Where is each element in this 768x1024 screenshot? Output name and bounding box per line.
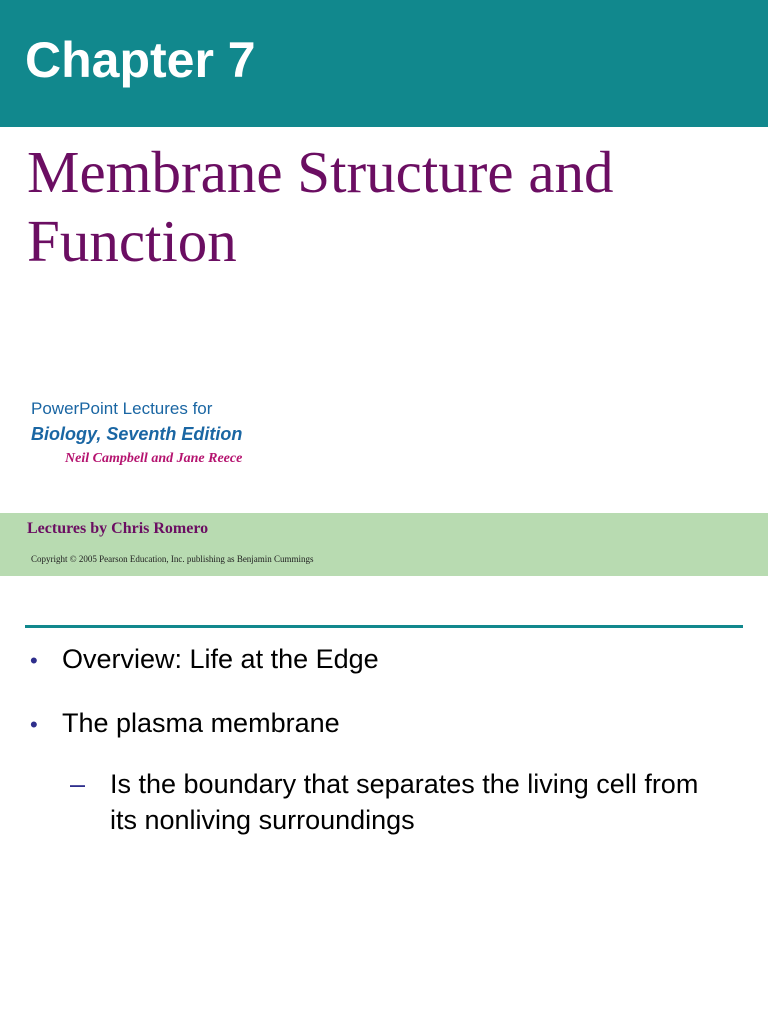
lecturer-credit: Lectures by Chris Romero bbox=[27, 520, 209, 537]
slide-divider-rule bbox=[25, 625, 743, 628]
bullet-item bbox=[30, 705, 340, 741]
sub-bullet-text: Is the boundary that separates the living cell from its nonliving surroundings bbox=[110, 769, 699, 835]
book-authors: Neil Campbell and Jane Reece bbox=[65, 451, 243, 466]
chapter-heading: Chapter 7 bbox=[25, 32, 256, 88]
sub-bullet-item bbox=[70, 766, 730, 838]
lectures-for-label: PowerPoint Lectures for bbox=[31, 399, 213, 418]
book-title: Biology, Seventh Edition bbox=[31, 424, 243, 444]
bullet-icon: • bbox=[30, 648, 38, 673]
sub-bullet-icon: – bbox=[70, 769, 86, 799]
slide-title-line-2: Function bbox=[27, 208, 237, 274]
bullet-item bbox=[30, 641, 379, 677]
bullet-text: Overview: Life at the Edge bbox=[62, 644, 379, 674]
slide-title bbox=[27, 138, 747, 276]
bullet-text: The plasma membrane bbox=[62, 708, 340, 738]
slide-title-line-1: Membrane Structure and bbox=[27, 139, 614, 205]
bullet-icon: • bbox=[30, 712, 38, 737]
copyright-notice: Copyright © 2005 Pearson Education, Inc. publishing as Benjamin Cummings bbox=[31, 554, 314, 564]
